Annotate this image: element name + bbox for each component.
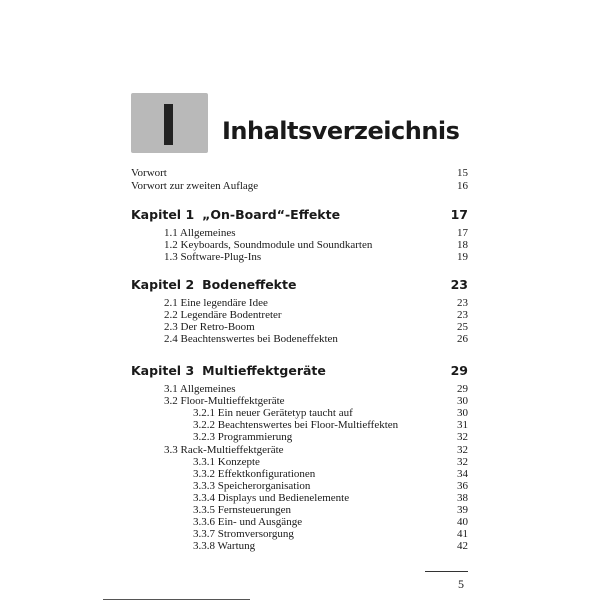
toc-entry bbox=[131, 492, 468, 505]
chapter-marker-bar bbox=[164, 104, 173, 145]
chapter-title: Bodeneffekte bbox=[202, 277, 297, 292]
toc-entry-page: 38 bbox=[457, 491, 468, 504]
toc-entry bbox=[131, 309, 468, 322]
chapter-marker bbox=[131, 93, 208, 153]
toc-entry-label: 3.3.3 Speicherorganisation bbox=[193, 479, 311, 492]
toc-entry bbox=[131, 407, 468, 420]
toc-entry-label: 3.3.8 Wartung bbox=[193, 540, 256, 553]
toc-entry-label: 3.1 Allgemeines bbox=[164, 383, 236, 395]
toc-front-item-page: 15 bbox=[457, 167, 468, 179]
toc-entry-page: 29 bbox=[457, 383, 468, 395]
page-number: 5 bbox=[458, 577, 464, 591]
toc-entry-page: 30 bbox=[457, 407, 468, 420]
toc-entry bbox=[131, 516, 468, 529]
toc-entry-page: 32 bbox=[457, 455, 468, 468]
toc-front-item bbox=[131, 167, 468, 180]
chapter-page: 29 bbox=[450, 363, 468, 378]
toc-entry-label: 3.3.4 Displays und Bedienelemente bbox=[193, 491, 350, 504]
toc-entry-page: 39 bbox=[457, 504, 468, 516]
toc-entry-page: 40 bbox=[457, 516, 468, 529]
toc-entry-label: 3.3.6 Ein- und Ausgänge bbox=[193, 516, 303, 529]
toc-entry-page: 25 bbox=[457, 321, 468, 334]
toc-entry-label: 1.2 Keyboards, Soundmodule und Soundkarten bbox=[164, 239, 373, 252]
toc-entry-page: 23 bbox=[457, 309, 468, 322]
toc-entry-label: 1.1 Allgemeines bbox=[164, 227, 236, 239]
chapter-number: Kapitel 1 bbox=[131, 207, 195, 222]
toc-entry bbox=[131, 444, 468, 457]
toc-entry-page: 23 bbox=[457, 297, 468, 309]
toc-entry-label: 1.3 Software-Plug-Ins bbox=[164, 251, 262, 264]
toc-entry bbox=[131, 321, 468, 334]
toc-entry bbox=[131, 383, 468, 396]
toc-entry bbox=[131, 333, 468, 346]
toc-entry-page: 32 bbox=[457, 443, 468, 456]
toc-entry bbox=[131, 540, 468, 553]
toc-entry-page: 19 bbox=[457, 251, 468, 264]
toc-entry-page: 34 bbox=[457, 467, 468, 480]
toc-entry-label: 3.3.5 Fernsteuerungen bbox=[193, 504, 292, 516]
page-title: Inhaltsverzeichnis bbox=[222, 117, 460, 145]
toc-entry-label: 3.2.2 Beachtenswertes bei Floor-Multieffekten bbox=[193, 419, 399, 432]
toc-entry-label: 3.3.1 Konzepte bbox=[193, 455, 260, 468]
toc-entry bbox=[131, 239, 468, 252]
toc-front-item-label: Vorwort bbox=[131, 167, 167, 179]
toc-entry-label: 3.3.7 Stromversorgung bbox=[193, 528, 294, 541]
toc-entry-page: 31 bbox=[457, 419, 468, 432]
toc-entry-label: 3.3 Rack-Multieffektgeräte bbox=[164, 443, 284, 456]
toc-entry-label: 3.2.1 Ein neuer Gerätetyp taucht auf bbox=[193, 407, 353, 420]
toc-front-item-label: Vorwort zur zweiten Auflage bbox=[131, 180, 259, 192]
toc-entry bbox=[131, 528, 468, 541]
toc-entry-page: 36 bbox=[457, 479, 468, 492]
toc-entry-page: 42 bbox=[457, 540, 468, 553]
chapter-heading bbox=[131, 277, 468, 292]
toc-front-item-page: 16 bbox=[457, 180, 468, 192]
toc-entry-label: 3.3.2 Effektkonfigurationen bbox=[193, 467, 316, 480]
chapter-title: „On-Board“-Effekte bbox=[202, 207, 341, 222]
chapter-title: Multieffektgeräte bbox=[202, 363, 326, 378]
toc-entry-label: 2.2 Legendäre Bodentreter bbox=[164, 309, 282, 322]
toc-entry bbox=[131, 227, 468, 240]
toc-entry-page: 17 bbox=[457, 227, 468, 239]
toc-entry-label: 3.2.3 Programmierung bbox=[193, 431, 293, 444]
toc-entry-page: 18 bbox=[457, 239, 468, 252]
toc-entry-page: 41 bbox=[457, 528, 468, 541]
toc-entry bbox=[131, 395, 468, 408]
toc-entry-label: 3.2 Floor-Multieffektgeräte bbox=[164, 395, 285, 408]
chapter-heading bbox=[131, 363, 468, 378]
chapter-number: Kapitel 3 bbox=[131, 363, 195, 378]
toc-entry bbox=[131, 431, 468, 444]
chapter-heading bbox=[131, 207, 468, 222]
chapter-number: Kapitel 2 bbox=[131, 277, 195, 292]
toc-entry bbox=[131, 504, 468, 517]
toc-entry-label: 2.1 Eine legendäre Idee bbox=[164, 297, 268, 309]
toc-entry bbox=[131, 456, 468, 469]
toc-entry-label: 2.4 Beachtenswertes bei Bodeneffekten bbox=[164, 333, 338, 346]
toc-entry bbox=[131, 419, 468, 432]
toc-entry bbox=[131, 468, 468, 481]
toc-entry bbox=[131, 297, 468, 310]
toc-entry bbox=[131, 251, 468, 264]
toc-entry bbox=[131, 480, 468, 493]
chapter-page: 23 bbox=[450, 277, 468, 292]
toc-front-item bbox=[131, 180, 468, 193]
toc-entry-label: 2.3 Der Retro-Boom bbox=[164, 321, 255, 334]
toc-entry-page: 32 bbox=[457, 431, 468, 444]
toc-entry-page: 30 bbox=[457, 395, 468, 408]
chapter-page: 17 bbox=[450, 207, 468, 222]
footer-rule bbox=[425, 571, 468, 572]
toc-entry-page: 26 bbox=[457, 333, 468, 346]
